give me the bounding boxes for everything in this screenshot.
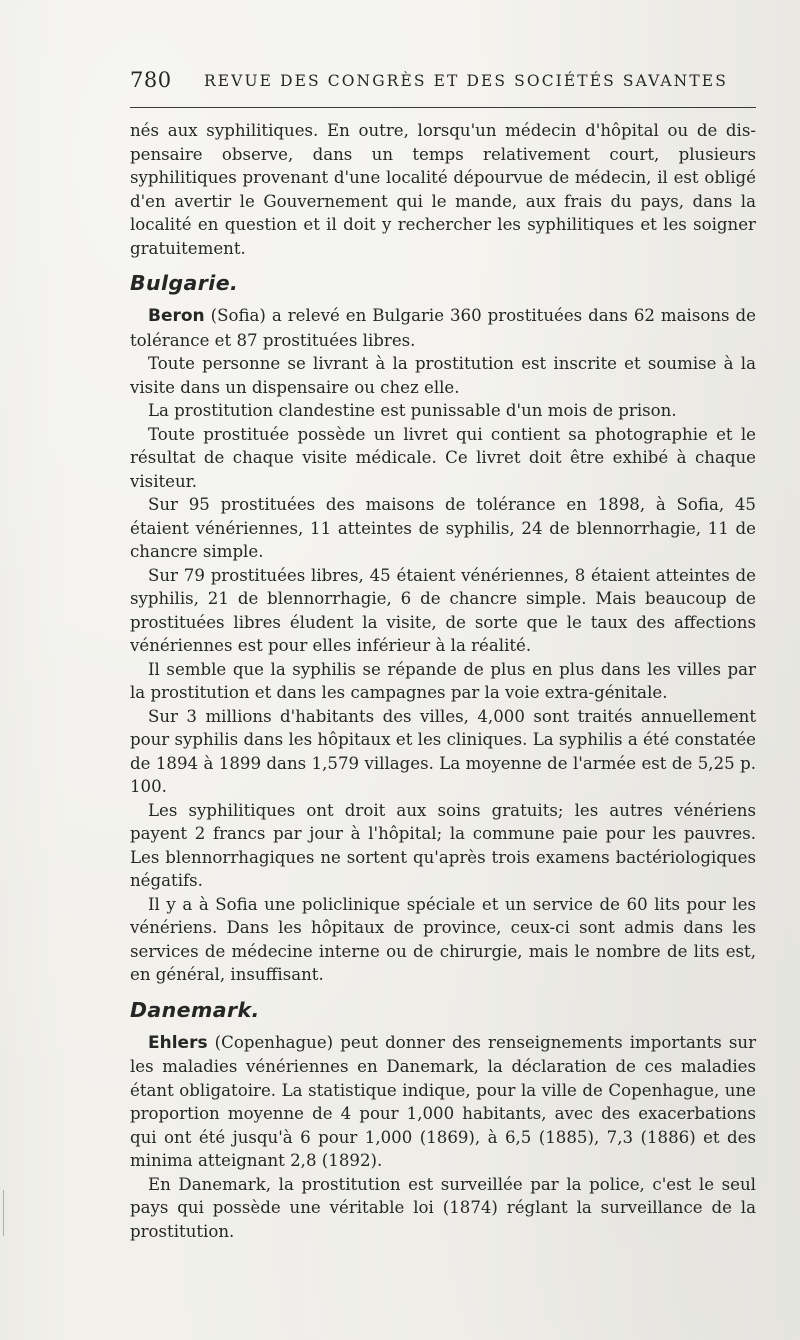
section-heading-bulgarie: Bulgarie. [130,271,239,295]
paragraph: La prostitution clandestine est punissable d'un mois de prison. [148,401,677,420]
author-name: Ehlers [148,1032,208,1053]
paragraph-text: (Sofia) a relevé en Bulgarie 360 prostituées dans 62 maisons de tolérance et 87 prostituées libres. [130,306,756,350]
author-name: Beron [148,306,205,326]
paragraph-beron [130,304,756,352]
running-header [130,68,756,98]
paragraph: Il y a à Sofia une policlinique spéciale et un service de 60 lits pour les vénériens. Dans les hôpitaux de province, ceux-ci sont admis dans les services de médecine interne ou de chirurgie, mais le nombre de lits est, en général, insuffisant. [130,894,756,984]
paragraph: Toute personne se livrant à la prostitution est inscrite et soumise à la visite dans un dispensaire ou chez elle. [130,354,756,397]
paragraph: Toute prostituée possède un livret qui contient sa photographie et le résultat de chaque visite médicale. Ce livret doit être exhibé à chaque visiteur. [130,424,756,491]
paragraph: Les syphilitiques ont droit aux soins gratuits; les autres vénériens payent 2 francs par jour à l'hôpital; la commune paie pour les pauvres. Les blennorrhagiques ne sortent qu'après trois examens bactériologiques négatifs. [130,800,756,890]
paragraph: Sur 95 prostituées des maisons de tolérance en 1898, à Sofia, 45 étaient vénériennes, 11 atteintes de syphilis, 24 de blennorrhagie, 11 de chancre simple. [130,495,756,561]
paragraph-ehlers [130,1031,756,1173]
section-heading-danemark: Danemark. [130,997,260,1022]
header-rule [130,107,756,108]
paragraph: Sur 3 millions d'habitants des villes, 4,000 sont traités annuellement pour syphilis dans les hôpitaux et les cliniques. La syphilis a été constatée de 1894 à 1899 dans 1,579 villages. La moyenne de l'armée est de 5,25 p. 100. [130,706,756,796]
paragraph-text: (Copenhague) peut donner des renseignements importants sur les maladies vénériennes en Danemark, la déclaration de ces maladies étant obligatoire. La statistique indique, pour la ville de Copenhague, une proportion moyenne de 4 pour 1,000 habitants, avec des exacerbations qui ont été jusqu'à 6 pour 1,000 (1869), à 6,5 (1885), 7,3 (1886) et des minima atteignant 2,8 (1892). [130,1032,756,1170]
journal-title: REVUE DES CONGRÈS ET DES SOCIÉTÉS SAVANTES [204,72,728,90]
page-number: 780 [130,68,172,92]
paragraph: Sur 79 prostituées libres, 45 étaient vénériennes, 8 étaient atteintes de syphilis, 21 de blennorrhagie, 6 de chancre simple. Mais beaucoup de prostituées libres éludent la visite, de sorte que le taux des affections vénériennes est pour elles inférieur à la réalité. [130,565,756,655]
article-body [130,119,756,1243]
paragraph: Il semble que la syphilis se répande de plus en plus dans les villes par la prostitution et dans les campagnes par la voie extra-génitale. [130,659,756,702]
paragraph: En Danemark, la prostitution est surveillée par la police, c'est le seul pays qui possède une véritable loi (1874) réglant la surveillance de la prostitution. [130,1174,756,1241]
continued-paragraph: nés aux syphilitiques. En outre, lorsqu'un médecin d'hôpital ou de dispensaire observe, dans un temps relativement court, plusieurs syphilitiques provenant d'une localité dépourvue de médecin, il est obligé d'en avertir le Gouvernement qui le mande, aux frais du pays, dans la localité en question et il doit y rechercher les syphilitiques et les soigner gratuitement. [130,121,756,258]
scan-margin-mark [3,1190,4,1236]
